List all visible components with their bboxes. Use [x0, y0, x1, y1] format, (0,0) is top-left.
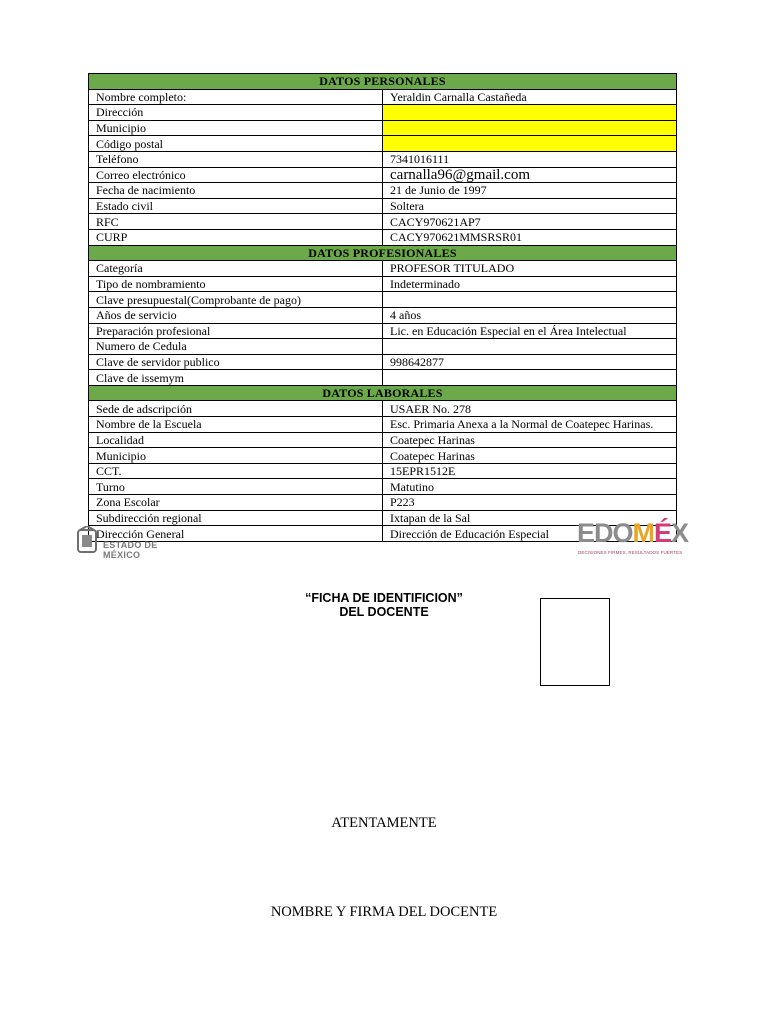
table-row: [89, 292, 677, 308]
table-row: [89, 354, 677, 370]
table-row: [89, 198, 677, 214]
field-label: Preparación profesional: [89, 323, 383, 339]
table-row: [89, 401, 677, 417]
field-value: PROFESOR TITULADO: [383, 261, 677, 277]
field-label: Municipio: [89, 448, 383, 464]
table-row: [89, 120, 677, 136]
photo-placeholder: [540, 598, 610, 686]
table-row: [89, 323, 677, 339]
table-row: [89, 136, 677, 152]
section-header-profesionales: [89, 245, 677, 261]
ficha-title: [284, 591, 484, 619]
field-label: Dirección: [89, 105, 383, 121]
table-row: [89, 183, 677, 199]
brand-part: X: [671, 518, 689, 548]
brand-part: É: [654, 518, 672, 548]
edomex-logo: [577, 518, 689, 558]
table-row: [89, 339, 677, 355]
field-value: 21 de Junio de 1997: [383, 183, 677, 199]
field-value: P223: [383, 495, 677, 511]
seal-icon: [76, 526, 98, 556]
field-label: CCT.: [89, 463, 383, 479]
field-label: Código postal: [89, 136, 383, 152]
field-label: Numero de Cedula: [89, 339, 383, 355]
section-title: DATOS PROFESIONALES: [89, 245, 677, 261]
field-label: Dirección General: [89, 526, 383, 542]
section-title: DATOS PERSONALES: [89, 74, 677, 90]
field-label: Estado civil: [89, 198, 383, 214]
section-header-laborales: [89, 385, 677, 401]
field-label: Fecha de nacimiento: [89, 183, 383, 199]
table-row: [89, 229, 677, 245]
table-row: [89, 261, 677, 277]
ficha-title-line1: “FICHA DE IDENTIFICION”: [305, 591, 463, 605]
field-value-highlighted: [383, 136, 677, 152]
field-value: Yeraldin Carnalla Castañeda: [383, 89, 677, 105]
field-value: Esc. Primaria Anexa a la Normal de Coatepec Harinas.: [383, 417, 677, 433]
field-label: RFC: [89, 214, 383, 230]
field-value-highlighted: [383, 105, 677, 121]
field-value: CACY970621MMSRSR01: [383, 229, 677, 245]
field-value: Ixtapan de la Sal: [383, 510, 677, 526]
field-value: [383, 370, 677, 386]
field-value: Dirección de Educación Especial: [383, 526, 677, 542]
field-value-email: carnalla96@gmail.com: [383, 167, 677, 183]
logo-tagline: DECISIONES FIRMES, RESULTADOS FUERTES: [578, 550, 683, 555]
field-label: Años de servicio: [89, 307, 383, 323]
field-value: 998642877: [383, 354, 677, 370]
table-row: [89, 214, 677, 230]
table-row: [89, 463, 677, 479]
field-label: Nombre de la Escuela: [89, 417, 383, 433]
field-value: Indeterminado: [383, 276, 677, 292]
section-header-personales: [89, 74, 677, 90]
table-row: [89, 151, 677, 167]
field-value: [383, 339, 677, 355]
field-value: Coatepec Harinas: [383, 432, 677, 448]
field-value: CACY970621AP7: [383, 214, 677, 230]
field-label: Nombre completo:: [89, 89, 383, 105]
brand-part: EDO: [577, 518, 633, 548]
field-label: Categoría: [89, 261, 383, 277]
table-row: [89, 495, 677, 511]
table-row: [89, 417, 677, 433]
field-label: Localidad: [89, 432, 383, 448]
table-row: [89, 370, 677, 386]
field-value: Lic. en Educación Especial en el Área Intelectual: [383, 323, 677, 339]
teacher-data-table: [88, 73, 677, 542]
table-row: [89, 276, 677, 292]
field-label: Turno: [89, 479, 383, 495]
field-label: Tipo de nombramiento: [89, 276, 383, 292]
field-label: Teléfono: [89, 151, 383, 167]
field-value: 15EPR1512E: [383, 463, 677, 479]
field-value: 7341016111: [383, 151, 677, 167]
ficha-title-line2: DEL DOCENTE: [339, 605, 429, 619]
field-value: [383, 292, 677, 308]
table-row: [89, 105, 677, 121]
table-row: [89, 167, 677, 183]
table-row: [89, 448, 677, 464]
field-label: Zona Escolar: [89, 495, 383, 511]
field-label: Clave de servidor publico: [89, 354, 383, 370]
section-title: DATOS LABORALES: [89, 385, 677, 401]
field-value: Matutino: [383, 479, 677, 495]
field-value: USAER No. 278: [383, 401, 677, 417]
field-label: Subdirección regional: [89, 510, 383, 526]
field-label: Municipio: [89, 120, 383, 136]
logo-text: ESTADO DE MÉXICO: [103, 540, 158, 560]
field-label: Sede de adscripción: [89, 401, 383, 417]
signature-line-label: NOMBRE Y FIRMA DEL DOCENTE: [270, 904, 498, 920]
table-row: [89, 307, 677, 323]
field-value-highlighted: [383, 120, 677, 136]
estado-de-mexico-logo: [76, 526, 196, 560]
table-row: [89, 479, 677, 495]
field-value: Soltera: [383, 198, 677, 214]
field-label: CURP: [89, 229, 383, 245]
table-row: [89, 432, 677, 448]
atentamente-text: ATENTAMENTE: [331, 815, 437, 831]
field-label: Clave presupuestal(Comprobante de pago): [89, 292, 383, 308]
field-label: Correo electrónico: [89, 167, 383, 183]
field-value: Coatepec Harinas: [383, 448, 677, 464]
field-value: 4 años: [383, 307, 677, 323]
edomex-brand: [577, 518, 688, 549]
brand-part: M: [632, 518, 655, 548]
table-row: [89, 89, 677, 105]
field-label: Clave de issemym: [89, 370, 383, 386]
